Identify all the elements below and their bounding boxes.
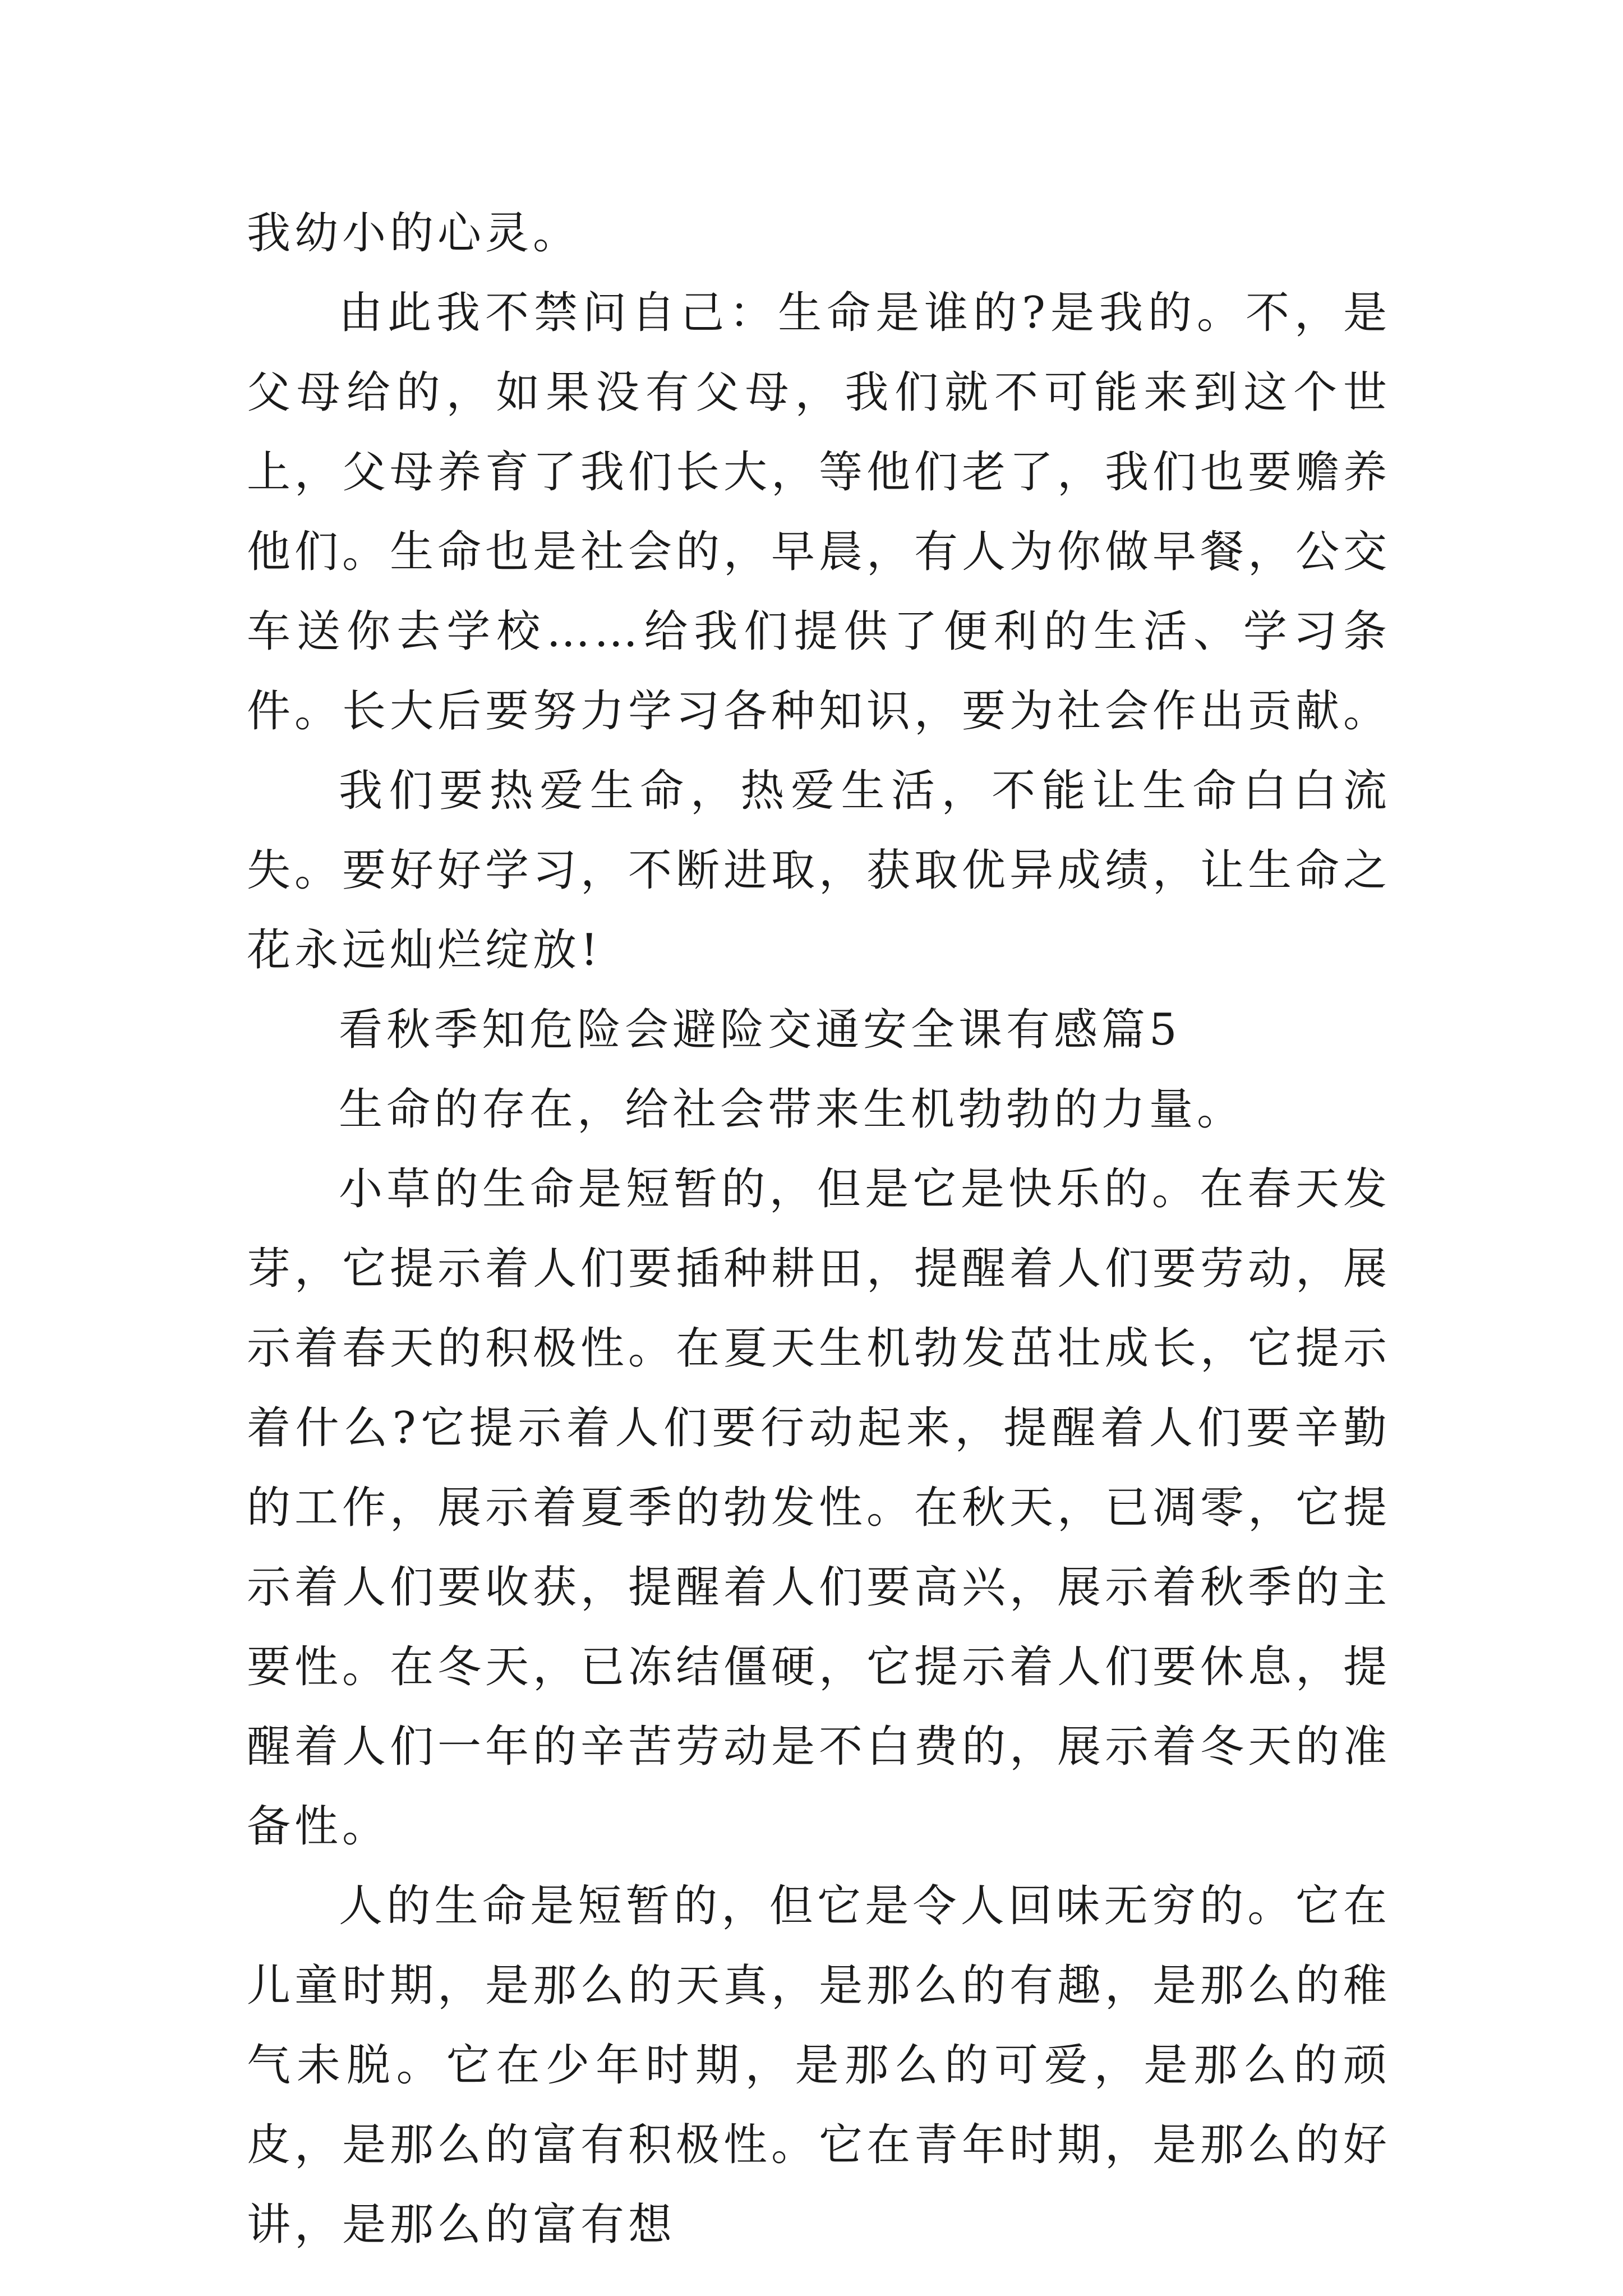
paragraph: 人的生命是短暂的，但它是令人回味无穷的。它在儿童时期，是那么的天真，是那么的有趣，是那么的稚气未脱。它在少年时期，是那么的可爱，是那么的顽皮，是那么的富有积极性。它在青年时期，是那么的好讲，是那么的富有想 <box>247 1881 1391 2250</box>
paragraph-continuation: 我幼小的心灵。 <box>247 208 581 259</box>
body-text <box>247 194 1391 2265</box>
paragraph: 我们要热爱生命，热爱生活，不能让生命白白流失。要好好学习，不断进取，获取优异成绩，让生命之花永远灿烂绽放! <box>247 766 1391 976</box>
paragraph: 由此我不禁问自己：生命是谁的?是我的。不，是父母给的，如果没有父母，我们就不可能来到这个世上，父母养育了我们长大，等他们老了，我们也要赡养他们。生命也是社会的，早晨，有人为你做早餐，公交车送你去学校……给我们提供了便利的生活、学习条件。长大后要努力学习各种知识，要为社会作出贡献。 <box>247 288 1391 737</box>
section-heading: 看秋季知危险会避险交通安全课有感篇5 <box>339 1005 1181 1055</box>
paragraph: 小草的生命是短暂的，但是它是快乐的。在春天发芽，它提示着人们要插种耕田，提醒着人们要劳动，展示着春天的积极性。在夏天生机勃发茁壮成长，它提示着什么?它提示着人们要行动起来，提醒着人们要辛勤的工作，展示着夏季的勃发性。在秋天，已凋零，它提示着人们要收获，提醒着人们要高兴，展示着秋季的主要性。在冬天，已冻结僵硬，它提示着人们要休息，提醒着人们一年的辛苦劳动是不白费的，展示着冬天的准备性。 <box>247 1164 1391 1852</box>
paragraph: 生命的存在，给社会带来生机勃勃的力量。 <box>339 1084 1245 1135</box>
